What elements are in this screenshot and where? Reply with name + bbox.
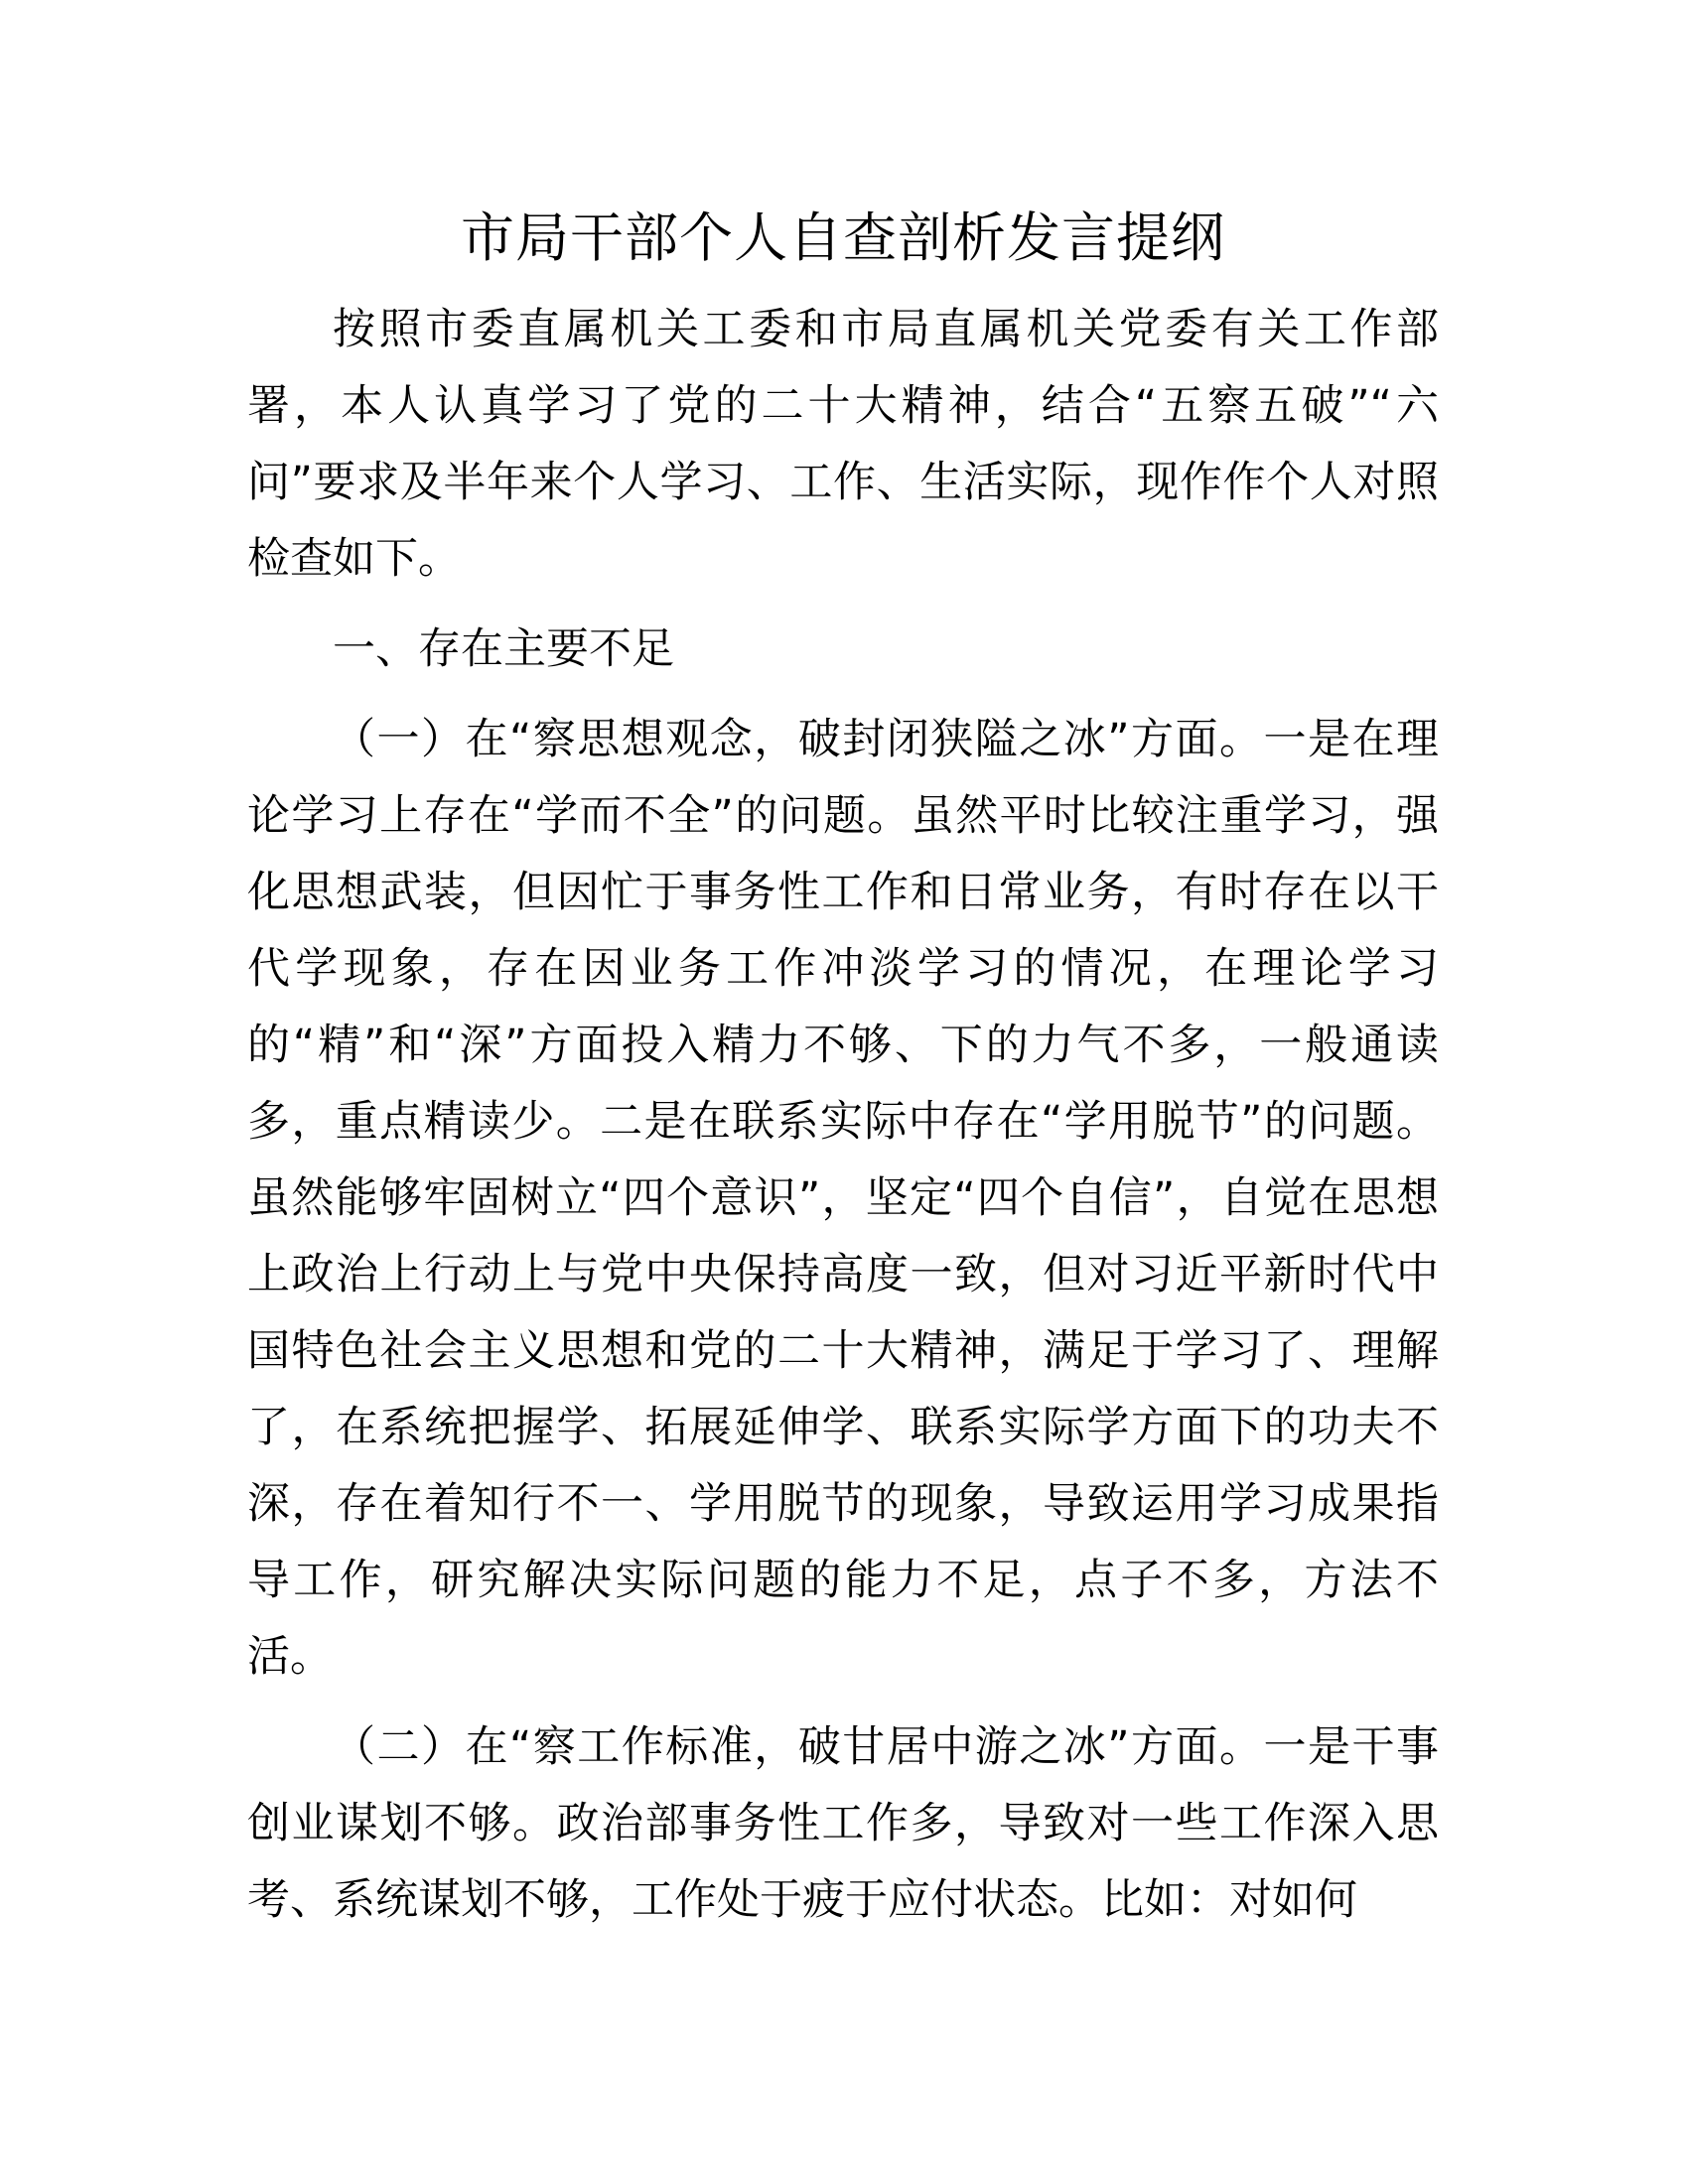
intro-paragraph: 按照市委直属机关工委和市局直属机关党委有关工作部署，本人认真学习了党的二十大精神，结合“五察五破”“六问”要求及半年来个人学习、工作、生活实际，现作作个人对照检查如下。 (247, 305, 1439, 584)
document-page (247, 199, 1439, 1939)
item-1-paragraph: （一）在“察思想观念，破封闭狭隘之冰”方面。一是在理论学习上存在“学而不全”的问题。虽然平时比较注重学习，强化思想武装，但因忙于事务性工作和日常业务，有时存在以干代学现象，存在因业务工作冲淡学习的情况，在理论学习的“精”和“深”方面投入精力不够、下的力气不多，一般通读多，重点精读少。二是在联系实际中存在“学用脱节”的问题。虽然能够牢固树立“四个意识”，坚定“四个自信”，自觉在思想上政治上行动上与党中央保持高度一致，但对习近平新时代中国特色社会主义思想和党的二十大精神，满足于学习了、理解了，在系统把握学、拓展延伸学、联系实际学方面下的功夫不深，存在着知行不一、学用脱节的现象，导致运用学习成果指导工作，研究解决实际问题的能力不足，点子不多，方法不活。 (247, 715, 1439, 1682)
document-title: 市局干部个人自查剖析发言提纲 (461, 206, 1225, 269)
section-heading: 一、存在主要不足 (333, 624, 674, 674)
item-2-paragraph: （二）在“察工作标准，破甘居中游之冰”方面。一是干事创业谋划不够。政治部事务性工作多，导致对一些工作深入思考、系统谋划不够，工作处于疲于应付状态。比如：对如何 (247, 1722, 1439, 1925)
